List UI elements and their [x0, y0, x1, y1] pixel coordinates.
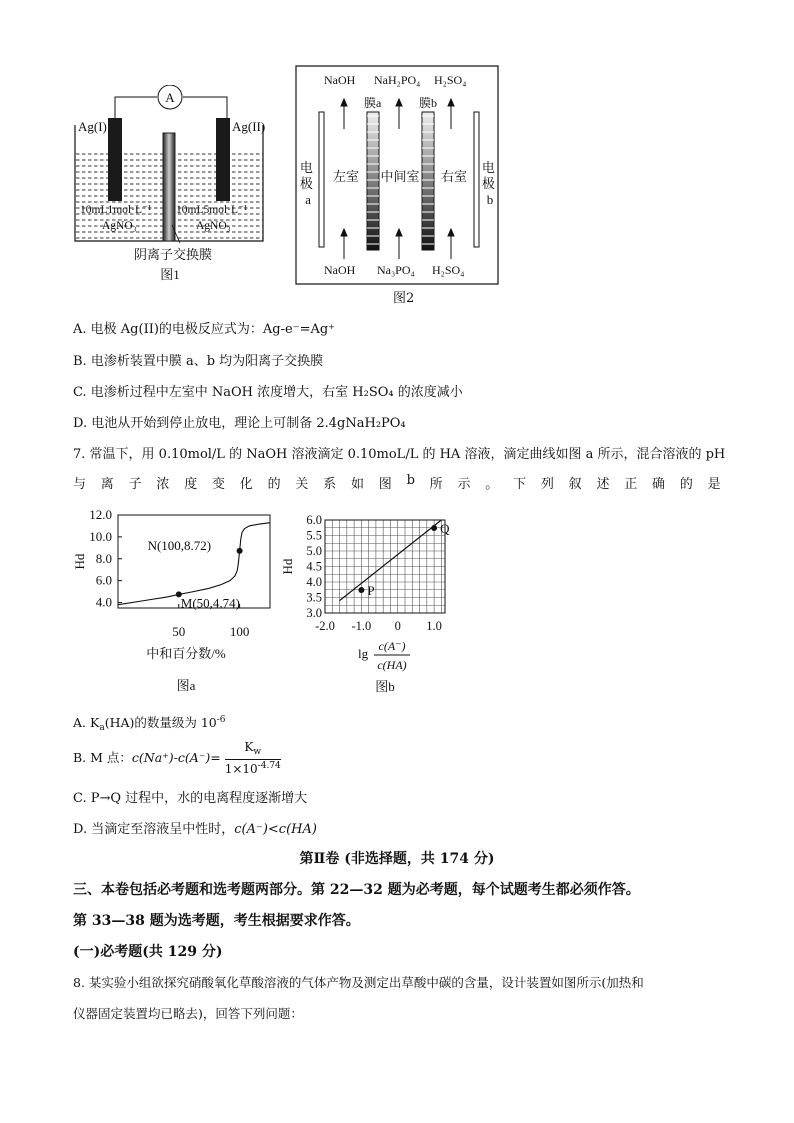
top-left-product: NaOH	[324, 73, 356, 87]
chart-b-xtick-label: -2.0	[315, 619, 335, 633]
figure-1-galvanic-cell	[70, 85, 270, 285]
q7-line2-word: 子	[128, 477, 142, 492]
chart-a-xtick-label: 100	[229, 624, 250, 639]
q7-line2-word: 正	[624, 477, 638, 492]
left-solution-concentration: 10mL1mol·L⁻¹	[80, 204, 152, 216]
chart-b-ytick-label: 4.0	[306, 575, 322, 589]
q7-line2-word: 述	[596, 477, 610, 492]
chart-a-ytick-label: 8.0	[95, 550, 112, 566]
q7-line2-word: 浓	[156, 477, 170, 492]
membrane-label: 阴离子交换膜	[134, 247, 213, 262]
q7-line2-word: 是	[707, 477, 721, 492]
electrode-a-char-1: 电	[299, 160, 313, 175]
chart-a-point	[237, 548, 243, 554]
q7-line2-word: 的	[679, 477, 693, 492]
anion-exchange-membrane	[163, 133, 175, 241]
q7-line2-word: 确	[652, 477, 666, 492]
chart-b-ytick-label: 4.5	[306, 559, 322, 574]
chart-b-point-label: Q	[440, 521, 450, 537]
chart-a-curve	[118, 523, 270, 605]
q6-option-d: D. 电池从开始到停止放电，理论上可制备 2.4gNaH₂PO₄	[73, 416, 406, 431]
electrode-b-label	[482, 160, 498, 207]
top-mid-product: NaH₂PO₄	[374, 73, 421, 87]
chart-a-xtick-label: 50	[172, 624, 186, 639]
electrode-a-plate	[319, 112, 324, 247]
electrode-b-char-1: 电	[481, 160, 495, 175]
section-part-1: (一)必考题(共 129 分)	[73, 944, 223, 960]
chart-a-ylabel: Hd	[72, 553, 87, 570]
chart-a-point-label: N(100,8.72)	[147, 537, 212, 553]
chart-a-point-label: M(50,4.74)	[180, 595, 241, 611]
chart-b-title: 图b	[375, 679, 395, 694]
q7-line2-word: 变	[211, 477, 225, 492]
electrode-a-char-3: a	[305, 192, 311, 207]
chart-b-point-label: P	[367, 583, 375, 599]
section-intro-2: 第 33—38 题为选考题，考生根据要求作答。	[73, 913, 360, 929]
q7-line2-word: 与	[73, 477, 87, 492]
left-room-label: 左室	[332, 169, 360, 184]
right-solution-name: AgNO₃	[196, 220, 231, 232]
q7-line2-word: 如	[350, 477, 364, 492]
q7-line2-word: 的	[267, 477, 281, 492]
chart-a-titration-curve	[70, 505, 285, 695]
chart-a-frame	[118, 515, 270, 611]
left-solution-name: AgNO₃	[102, 220, 137, 232]
membrane-a-label: 膜a	[364, 96, 382, 110]
right-solution-concentration: 10mL5mol·L⁻¹	[176, 204, 248, 216]
q7-line2-word: 示	[457, 477, 471, 492]
electrode-b-char-2: 极	[481, 176, 495, 191]
chart-b-xlabel-num: c(A⁻)	[378, 639, 406, 653]
chart-b-ylabel: Hd	[280, 558, 295, 575]
chart-b-ytick-label: 6.0	[306, 513, 322, 527]
chart-b-xtick-label: -1.0	[351, 619, 372, 633]
chart-b-xlabel-lg: lg	[358, 646, 369, 661]
q7-line2-word: 叙	[568, 477, 582, 492]
chart-b-ph-vs-lg	[280, 510, 460, 700]
q7-line2-word: 列	[540, 477, 554, 492]
section-intro-1: 三、本卷包括必考题和选考题两部分。第 22—32 题为必考题，每个试题考生都必须作答。	[73, 882, 640, 898]
q7-option-a: A. $K_a(HA)$的数量级为 $10^{-6}$	[73, 715, 226, 733]
q7-line2-word: 度	[184, 477, 198, 492]
electrode-ag-ii	[216, 118, 230, 201]
q7-line2-word: 。	[485, 477, 499, 492]
section-title: 第Ⅱ卷 (非选择题，共 174 分)	[299, 851, 495, 867]
chart-b-point	[358, 587, 364, 593]
chart-b-point	[431, 525, 437, 531]
chart-b-ytick-label: 3.5	[306, 590, 322, 605]
chart-a-xlabel: 中和百分数/%	[146, 646, 226, 661]
q7-line2-word: 化	[239, 477, 253, 492]
q7-line2-word: 下	[513, 477, 527, 492]
middle-room-label: 中间室	[380, 169, 420, 184]
q7-line2-word: 系	[323, 477, 337, 492]
bottom-left-feed: NaOH	[324, 263, 356, 277]
chart-a-ytick-label: 6.0	[95, 572, 112, 588]
chart-a-title: 图a	[176, 678, 196, 693]
q8-stem-line2: 仪器固定装置均已略去)，回答下列问题：	[73, 1006, 303, 1021]
electrode-b-char-3: b	[486, 192, 494, 207]
q7-line2-word: b	[406, 473, 415, 488]
electrode-b-plate	[474, 112, 479, 247]
ammeter-label: A	[165, 90, 175, 105]
q7-line2-word: 图	[378, 477, 392, 492]
electrode-a-char-2: 极	[299, 176, 313, 191]
membrane-b-label: 膜b	[419, 96, 438, 110]
chart-b-xtick-label: 1.0	[426, 619, 442, 633]
chart-b-xtick-label: 0	[394, 619, 401, 633]
q7-option-c: C. P→Q 过程中，水的电离程度逐渐增大	[73, 791, 308, 806]
q7-option-d: D. 当滴定至溶液呈中性时，c(A⁻)<c(HA)	[73, 822, 317, 837]
electrode-ag-i	[108, 118, 122, 201]
right-room-label: 右室	[440, 169, 468, 184]
figure-2-electrodialysis	[294, 64, 504, 304]
q7-stem-line2	[73, 473, 721, 492]
q8-stem-line1: 8. 某实验小组欲探究硝酸氧化草酸溶液的气体产物及测定出草酸中碳的含量，设计装置如图所示(加热和	[73, 975, 644, 990]
chart-b-ytick-label: 3.0	[306, 606, 322, 620]
electrode-a-label	[300, 160, 316, 207]
q6-option-a: A. 电极 Ag(II)的电极反应式为：Ag-e⁻=Ag⁺	[73, 322, 336, 337]
chart-b-ytick-label: 5.0	[306, 544, 322, 558]
q7-line2-word: 所	[429, 477, 443, 492]
q7-line2-word: 关	[295, 477, 309, 492]
electrode-left-label: Ag(I)	[78, 119, 107, 134]
figure-1-caption: 图1	[160, 267, 180, 282]
bottom-right-feed: H₂SO₄	[432, 263, 465, 277]
q7-option-b: B. M 点：c(Na⁺)-c(A⁻)= $\frac{K_w}{1\times 10^{-4.74}}$	[73, 740, 281, 776]
chart-b-ytick-label: 5.5	[306, 528, 322, 543]
q7-stem-line1: 7. 常温下，用 0.10mol/L 的 NaOH 溶液滴定 0.10moL/L 的 HA 溶液，滴定曲线如图 a 所示，混合溶液的 pH	[73, 447, 726, 462]
q7-line2-word: 离	[100, 477, 114, 492]
top-right-product: H₂SO₄	[434, 73, 467, 87]
electrode-right-label: Ag(II)	[232, 119, 266, 134]
chart-a-ytick-label: 12.0	[89, 507, 112, 522]
bottom-mid-feed: Na₃PO₄	[377, 263, 415, 277]
chart-a-ytick-label: 4.0	[95, 594, 112, 610]
q7-option-b-fraction: $\frac{K_w}{1\times 10^{-4.74}}$	[224, 740, 281, 776]
chart-b-xlabel-den: c(HA)	[377, 658, 407, 672]
chart-a-ytick-label: 10.0	[89, 528, 112, 544]
q6-option-c: C. 电渗析过程中左室中 NaOH 浓度增大，右室 H₂SO₄ 的浓度减小	[73, 385, 463, 400]
figure-2-caption: 图2	[393, 291, 415, 306]
q6-option-b: B. 电渗析装置中膜 a、b 均为阳离子交换膜	[73, 354, 324, 369]
